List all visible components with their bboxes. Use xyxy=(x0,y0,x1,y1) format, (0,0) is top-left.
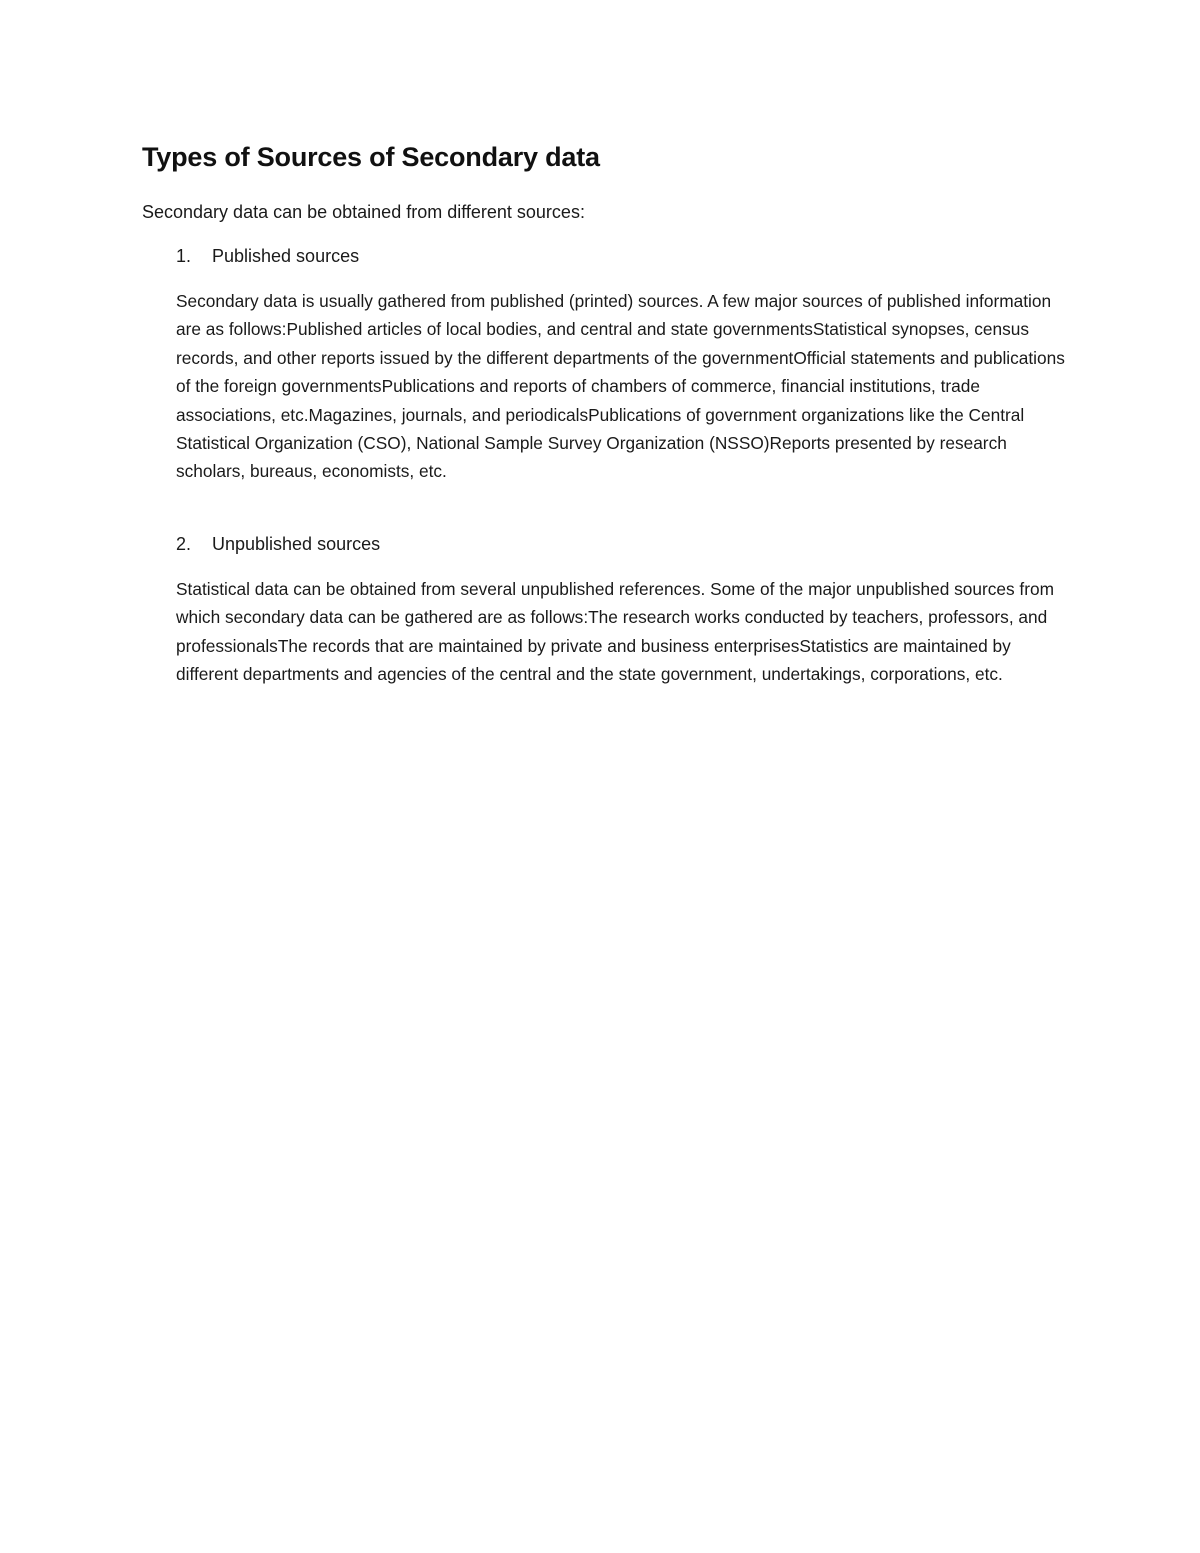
list-number: 1. xyxy=(176,246,192,266)
list-item-published-sources xyxy=(176,246,359,267)
unpublished-sources-paragraph: Statistical data can be obtained from several unpublished references. Some of the major unpublished sources from which secondary data can be gathered are as follows:The research works conducted by teachers, professors, and professionalsThe records that are maintained by private and business enterprisesStatistics are maintained by different departments and agencies of the central and the state government, undertakings, corporations, etc. xyxy=(176,579,1054,685)
list-number: 2. xyxy=(176,534,192,554)
list-item-unpublished-sources xyxy=(176,534,380,555)
published-sources-paragraph: Secondary data is usually gathered from published (printed) sources. A few major sources of published information are as follows:Published articles of local bodies, and central and state governmentsStatistical synopses, census records, and other reports issued by the different departments of the governmentOfficial statements and publications of the foreign governmentsPublications and reports of chambers of commerce, financial institutions, trade associations, etc.Magazines, journals, and periodicalsPublications of government organizations like the Central Statistical Organization (CSO), National Sample Survey Organization (NSSO)Reports presented by research scholars, bureaus, economists, etc. xyxy=(176,291,1065,482)
intro-paragraph: Secondary data can be obtained from different sources: xyxy=(142,202,585,222)
list-heading-label: Published sources xyxy=(212,246,360,266)
page-title: Types of Sources of Secondary data xyxy=(142,142,600,172)
list-heading-label: Unpublished sources xyxy=(212,534,381,554)
